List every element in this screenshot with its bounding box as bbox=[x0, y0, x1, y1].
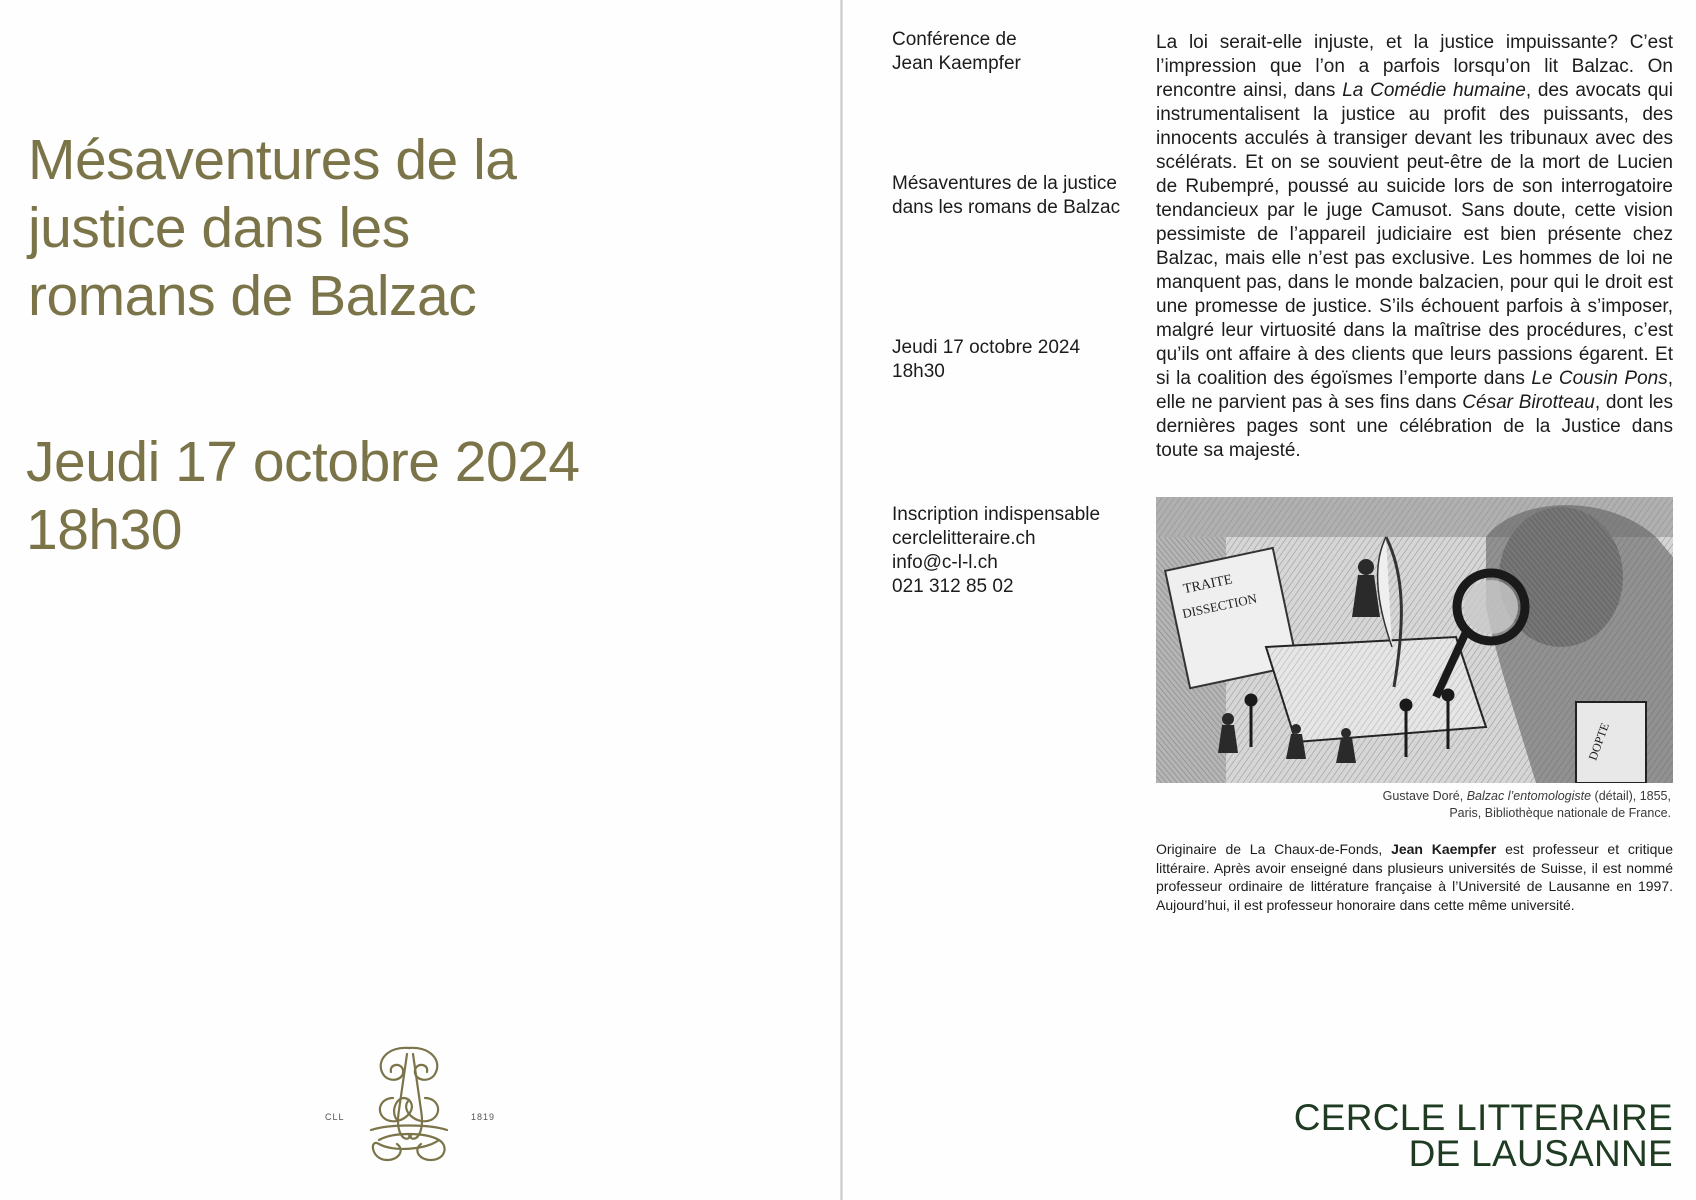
jar-label: DOPTE bbox=[1585, 720, 1612, 763]
cover-title-line: justice dans les bbox=[28, 196, 410, 260]
caption-location: Paris, Bibliothèque nationale de France. bbox=[1449, 806, 1671, 820]
cover-title-line: romans de Balzac bbox=[28, 264, 477, 328]
lecture-title-block bbox=[892, 172, 1142, 220]
logo-left-text: CLL bbox=[325, 1112, 345, 1122]
book-label: TRAITE bbox=[1181, 572, 1234, 598]
logo-right-text: 1819 bbox=[471, 1112, 496, 1122]
email-link[interactable]: info@c-l-l.ch bbox=[892, 552, 998, 573]
work-title: César Birotteau bbox=[1462, 392, 1595, 413]
cover-time-line: 18h30 bbox=[26, 498, 183, 562]
lecture-description bbox=[1156, 31, 1673, 463]
caption-detail: (détail), 1855, bbox=[1591, 789, 1671, 803]
cover-date bbox=[26, 428, 580, 564]
speaker-block bbox=[892, 28, 1142, 76]
phone-number: 021 312 85 02 bbox=[892, 576, 1014, 597]
brand-line: CERCLE LITTERAIRE bbox=[1293, 1097, 1673, 1138]
bio-part: Originaire de La Chaux-de-Fonds, bbox=[1156, 841, 1392, 857]
speaker-name: Jean Kaempfer bbox=[892, 53, 1021, 74]
body-part: , des avocats qui instrumentalisent la justice au profit des puissants, des innocents acculés à transiger devant les tribunaux avec des scélérats. Et on se souvient peut-être de la mort de Lucien de Rubempré, poussé au suicide lors de son interrogatoire tendancieux par le juge Camusot. Sans doute, cette vision pessimiste de l’appareil judiciaire est bien présente chez Balzac, mais elle n’est pas exclusive. Les hommes de loi ne manquent pas, dans le monde balzacien, pour qui le droit est une promesse de justice. S’ils échouent parfois à s’imposer, malgré leur virtuosité dans la maîtrise des procédures, c’est qu’ils ont affaire à des clients que leurs passions égarent. Et si la coalition des égoïsmes l’emporte dans bbox=[1156, 80, 1673, 389]
engraving-illustration bbox=[1156, 497, 1673, 783]
book-label: DISSECTION bbox=[1180, 590, 1259, 622]
cover-title bbox=[28, 126, 516, 330]
cover-title-line: Mésaventures de la bbox=[28, 128, 517, 192]
speaker-line: Conférence de bbox=[892, 29, 1017, 50]
dore-engraving-image bbox=[1156, 497, 1673, 783]
registration-block bbox=[892, 503, 1142, 599]
lecture-time: 18h30 bbox=[892, 361, 945, 382]
monogram-icon bbox=[349, 1040, 469, 1170]
cover-panel bbox=[0, 0, 840, 1200]
caption-work: Balzac l’entomologiste bbox=[1466, 789, 1592, 803]
lecture-date-block bbox=[892, 336, 1142, 384]
image-caption bbox=[1156, 788, 1671, 822]
info-panel bbox=[843, 0, 1696, 1200]
organizer-brand bbox=[1253, 1097, 1673, 1174]
brand-line: DE LAUSANNE bbox=[1408, 1133, 1673, 1174]
work-title: La Comédie humaine bbox=[1342, 80, 1526, 101]
body-part: , dont les dernières pages sont une célébration de la Justice dans toute sa majesté. bbox=[1156, 392, 1674, 461]
lecture-title-line: dans les romans de Balzac bbox=[892, 197, 1121, 218]
bio-part: est professeur et critique littéraire. Après avoir enseigné dans plusieurs universités de Suisse, il est nommé professeur ordinaire de littérature française à l’Université de Lausanne en 1997. Aujourd’hui, il est professeur honoraire dans cette même université. bbox=[1156, 841, 1674, 913]
body-part: , elle ne parvient pas à ses fins dans bbox=[1156, 368, 1673, 413]
lecture-date: Jeudi 17 octobre 2024 bbox=[892, 337, 1081, 358]
lecture-title-line: Mésaventures de la justice bbox=[892, 173, 1117, 194]
work-title: Le Cousin Pons bbox=[1531, 368, 1668, 389]
cll-monogram-logo bbox=[325, 1040, 496, 1170]
caption-artist: Gustave Doré, bbox=[1382, 789, 1467, 803]
website-link[interactable]: cerclelitteraire.ch bbox=[892, 528, 1036, 549]
bio-name: Jean Kaempfer bbox=[1391, 841, 1497, 857]
speaker-biography bbox=[1156, 840, 1673, 914]
registration-note: Inscription indispensable bbox=[892, 504, 1101, 525]
body-part: La loi serait-elle injuste, et la justice impuissante? C’est l’impression que l’on a parfois lorsqu’on lit Balzac. On rencontre ainsi, dans bbox=[1156, 32, 1673, 101]
cover-date-line: Jeudi 17 octobre 2024 bbox=[26, 430, 580, 494]
